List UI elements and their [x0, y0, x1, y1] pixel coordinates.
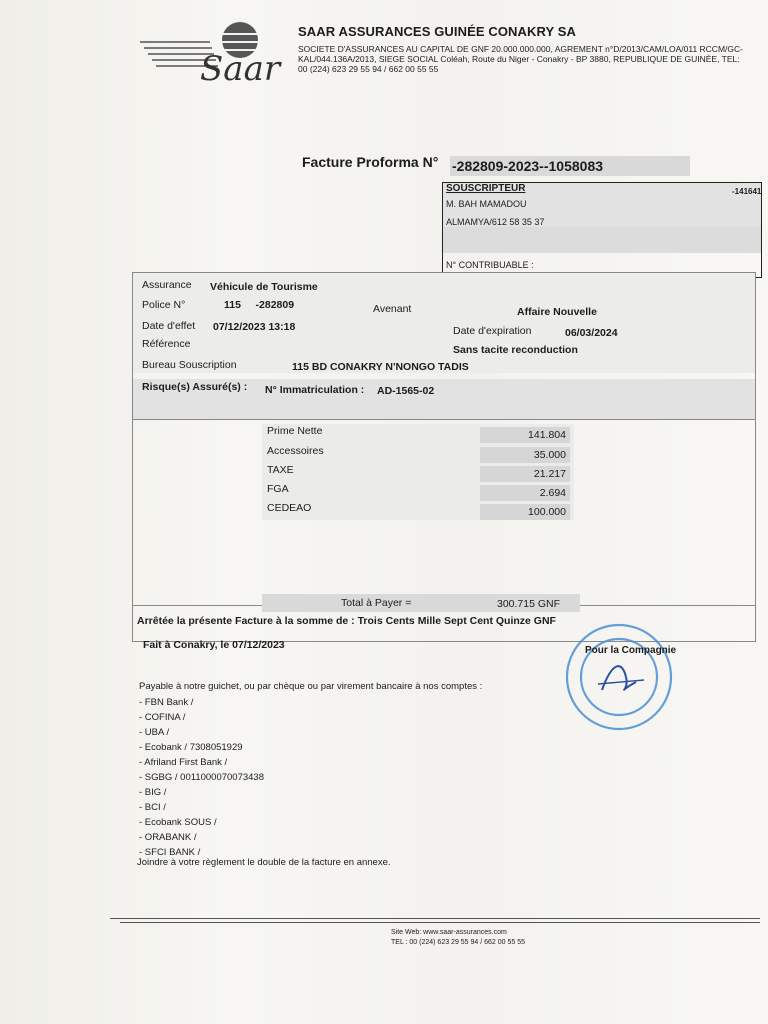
- amount-label: Prime Nette: [267, 425, 323, 437]
- amount-label: Accessoires: [267, 445, 324, 457]
- assurance-value: Véhicule de Tourisme: [210, 281, 318, 293]
- bank-item: - Ecobank SOUS /: [139, 817, 217, 828]
- immat-label: N° Immatriculation :: [265, 384, 365, 396]
- bank-item: - BIG /: [139, 787, 167, 798]
- effet-value: 07/12/2023 13:18: [213, 321, 296, 333]
- arretee-text: Arrêtée la présente Facture à la somme de : Trois Cents Mille Sept Cent Quinze GNF: [137, 615, 556, 627]
- svg-text:Saar: Saar: [200, 49, 281, 88]
- amount-value: 35.000: [533, 449, 566, 461]
- effet-label: Date d'effet: [142, 320, 196, 332]
- expiration-value: 06/03/2024: [565, 327, 618, 339]
- amount-value: 2.694: [539, 487, 566, 499]
- reference-label: Référence: [142, 338, 191, 350]
- company-stamp: [564, 622, 677, 732]
- amount-label: TAXE: [267, 464, 294, 476]
- company-line-2: KAL/044.136A/2013, SIEGE SOCIAL Coléah, Route du Niger - Conakry - BP 3880, REPUBLIQUE DE GUINÉE, TEL:: [298, 54, 740, 64]
- contribuable-label: N° CONTRIBUABLE :: [446, 260, 534, 270]
- souscripteur-label: SOUSCRIPTEUR: [446, 183, 526, 194]
- invoice-number: -282809-2023--1058083: [450, 156, 690, 176]
- affaire-value: Affaire Nouvelle: [517, 306, 597, 318]
- bank-item: - UBA /: [139, 727, 170, 738]
- reconduction-value: Sans tacite reconduction: [453, 344, 578, 356]
- saar-logo: [140, 18, 290, 88]
- joindre-text: Joindre à votre règlement le double de la facture en annexe.: [137, 857, 391, 868]
- amount-value: 141.804: [528, 429, 566, 441]
- risque-label: Risque(s) Assuré(s) :: [142, 381, 248, 393]
- total-value: 300.715 GNF: [497, 598, 561, 610]
- police-value: 115 -282809: [224, 299, 295, 311]
- amount-label: FGA: [267, 483, 289, 495]
- amount-label: CEDEAO: [267, 502, 312, 514]
- souscripteur-address: ALMAMYA/612 58 35 37: [446, 217, 545, 227]
- pour-compagnie: Pour la Compagnie: [585, 645, 677, 656]
- bank-item: - Afriland First Bank /: [139, 757, 228, 768]
- bank-item: - FBN Bank /: [139, 697, 194, 708]
- assurance-label: Assurance: [142, 279, 192, 291]
- company-line-3: 00 (224) 623 29 55 94 / 662 00 55 55: [298, 64, 439, 74]
- souscripteur-name: M. BAH MAMADOU: [446, 199, 527, 209]
- bureau-value: 115 BD CONAKRY N'NONGO TADIS: [292, 361, 469, 373]
- bank-item: - SGBG / 0011000070073438: [139, 772, 265, 783]
- bank-item: - SFCI BANK /: [139, 847, 201, 858]
- footer-tel: TEL : 00 (224) 623 29 55 94 / 662 00 55 55: [391, 939, 526, 946]
- footer-site: Site Web: www.saar-assurances.com: [391, 929, 507, 936]
- invoice-title: Facture Proforma N°: [302, 154, 439, 170]
- payable-text: Payable à notre guichet, ou par chèque ou par virement bancaire à nos comptes :: [139, 681, 483, 692]
- amount-value: 100.000: [528, 506, 566, 518]
- bank-item: - Ecobank / 7308051929: [139, 742, 243, 753]
- expiration-label: Date d'expiration: [453, 325, 532, 337]
- company-name: SAAR ASSURANCES GUINÉE CONAKRY SA: [298, 24, 577, 39]
- souscripteur-code: -141641: [732, 187, 762, 196]
- bank-item: - ORABANK /: [139, 832, 197, 843]
- bank-item: - BCI /: [139, 802, 166, 813]
- amount-value: 21.217: [533, 468, 566, 480]
- avenant-label: Avenant: [373, 303, 412, 315]
- total-label: Total à Payer =: [341, 597, 412, 609]
- police-label: Police N°: [142, 299, 186, 311]
- bank-item: - COFINA /: [139, 712, 186, 723]
- immat-value: AD-1565-02: [377, 385, 435, 397]
- fait-text: Fait à Conakry, le 07/12/2023: [143, 639, 285, 651]
- company-line-1: SOCIETE D'ASSURANCES AU CAPITAL DE GNF 20.000.000.000, AGREMENT n°D/2013/CAM/LOA/011 RCCM/GC-: [298, 44, 743, 54]
- bureau-label: Bureau Souscription: [142, 359, 237, 371]
